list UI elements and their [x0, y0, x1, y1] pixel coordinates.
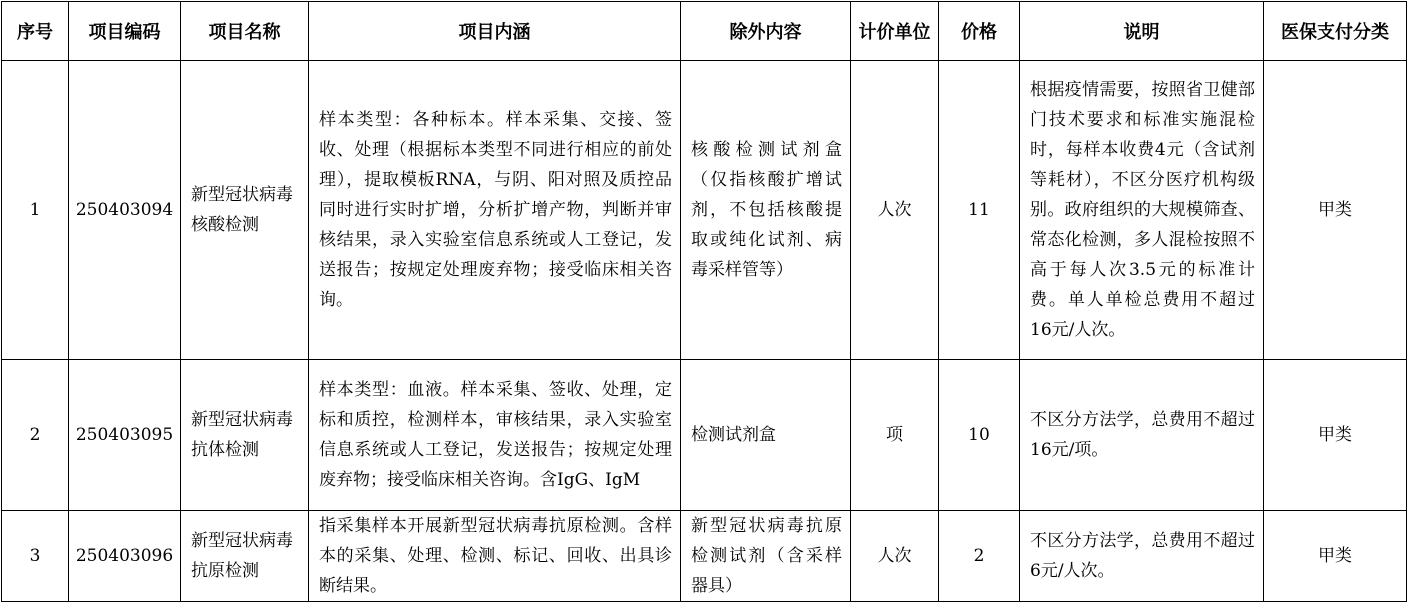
cell-note: 不区分方法学，总费用不超过6元/人次。 [1020, 511, 1264, 602]
header-name: 项目名称 [181, 2, 309, 61]
cell-content: 样本类型：血液。样本采集、签收、处理，定标和质控，检测样本，审核结果，录入实验室信息系统或人工登记，发送报告；按规定处理废弃物；接受临床相关咨询。含IgG、IgM [309, 360, 681, 511]
cell-no: 2 [2, 360, 69, 511]
cell-insurance: 甲类 [1264, 511, 1407, 602]
cell-code: 250403095 [69, 360, 181, 511]
header-no: 序号 [2, 2, 69, 61]
cell-excluded: 检测试剂盒 [681, 360, 851, 511]
header-unit: 计价单位 [851, 2, 939, 61]
table-header-row [2, 2, 1407, 61]
cell-unit: 人次 [851, 61, 939, 360]
header-content: 项目内涵 [309, 2, 681, 61]
cell-price: 11 [939, 61, 1020, 360]
cell-code: 250403094 [69, 61, 181, 360]
table-row [2, 360, 1407, 511]
cell-name: 新型冠状病毒核酸检测 [181, 61, 309, 360]
header-code: 项目编码 [69, 2, 181, 61]
cell-price: 2 [939, 511, 1020, 602]
cell-note: 根据疫情需要，按照省卫健部门技术要求和标准实施混检时，每样本收费4元（含试剂等耗材），不区分医疗机构级别。政府组织的大规模筛查、常态化检测，多人混检按照不高于每人次3.5元的标准计费。单人单检总费用不超过16元/人次。 [1020, 61, 1264, 360]
cell-code: 250403096 [69, 511, 181, 602]
cell-no: 3 [2, 511, 69, 602]
cell-name: 新型冠状病毒抗体检测 [181, 360, 309, 511]
cell-excluded: 新型冠状病毒抗原检测试剂（含采样器具） [681, 511, 851, 602]
cell-no: 1 [2, 61, 69, 360]
header-note: 说明 [1020, 2, 1264, 61]
pricing-table [1, 1, 1407, 602]
cell-content: 指采集样本开展新型冠状病毒抗原检测。含样本的采集、处理、检测、标记、回收、出具诊断结果。 [309, 511, 681, 602]
cell-content: 样本类型：各种标本。样本采集、交接、签收、处理（根据标本类型不同进行相应的前处理），提取模板RNA，与阴、阳对照及质控品同时进行实时扩增，分析扩增产物，判断并审核结果，录入实验室信息系统或人工登记，发送报告；按规定处理废弃物；接受临床相关咨询。 [309, 61, 681, 360]
header-insurance: 医保支付分类 [1264, 2, 1407, 61]
cell-price: 10 [939, 360, 1020, 511]
table-row [2, 511, 1407, 602]
header-excluded: 除外内容 [681, 2, 851, 61]
cell-note: 不区分方法学，总费用不超过16元/项。 [1020, 360, 1264, 511]
cell-insurance: 甲类 [1264, 61, 1407, 360]
cell-unit: 人次 [851, 511, 939, 602]
cell-unit: 项 [851, 360, 939, 511]
cell-excluded: 核酸检测试剂盒（仅指核酸扩增试剂，不包括核酸提取或纯化试剂、病毒采样管等） [681, 61, 851, 360]
cell-insurance: 甲类 [1264, 360, 1407, 511]
header-price: 价格 [939, 2, 1020, 61]
table-row [2, 61, 1407, 360]
cell-name: 新型冠状病毒抗原检测 [181, 511, 309, 602]
